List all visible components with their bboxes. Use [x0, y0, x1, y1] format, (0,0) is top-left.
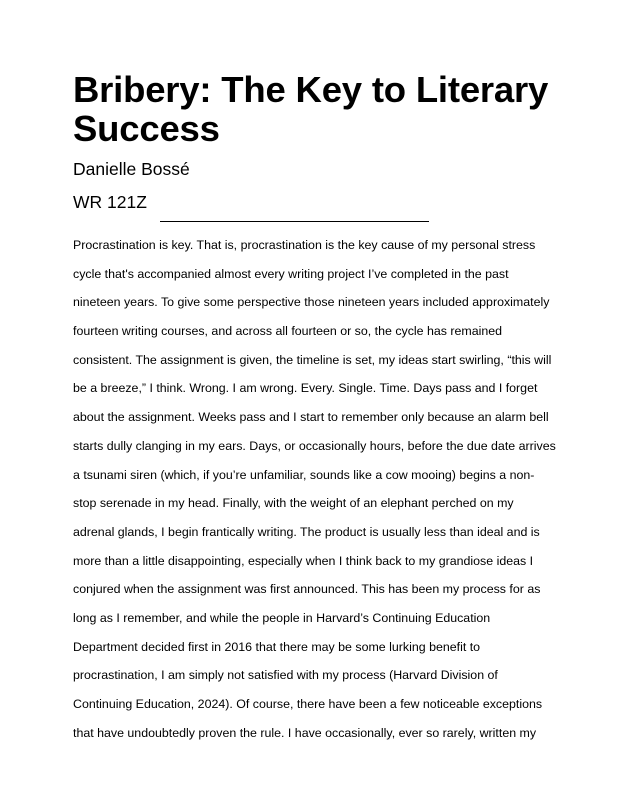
body-line: consistent. The assignment is given, the timeline is set, my ideas start swirling, “this will: [73, 352, 552, 367]
body-line: Procrastination is key. That is, procrastination is the key cause of my personal stress: [73, 238, 536, 252]
body-line: fourteen writing courses, and across all fourteen or so, the cycle has remained: [73, 324, 503, 339]
author-name: Danielle Bossé: [73, 159, 190, 179]
body-line: conjured when the assignment was first announced. This has been my process for as: [73, 582, 541, 597]
body-line: stop serenade in my head. Finally, with the weight of an elephant perched on my: [73, 496, 514, 511]
body-line: cycle that's accompanied almost every writing project I’ve completed in the past: [73, 266, 509, 281]
body-line: more than a little disappointing, especially when I think back to my grandiose ideas I: [73, 553, 534, 568]
body-line: starts dully clanging in my ears. Days, or occasionally hours, before the due date arrives: [73, 438, 556, 453]
body-line: a tsunami siren (which, if you’re unfamiliar, sounds like a cow mooing) begins a non-: [73, 467, 535, 482]
body-line: about the assignment. Weeks pass and I start to remember only because an alarm bell: [73, 410, 549, 425]
body-line: nineteen years. To give some perspective those nineteen years included approximately: [73, 295, 550, 310]
course-code: WR 121Z: [73, 192, 147, 212]
body-line: Department decided first in 2016 that there may be some lurking benefit to: [73, 639, 481, 654]
body-line: long as I remember, and while the people in Harvard’s Continuing Education: [73, 610, 491, 625]
body-line: that have undoubtedly proven the rule. I have occasionally, ever so rarely, written my: [73, 725, 537, 740]
body-line: be a breeze,” I think. Wrong. I am wrong. Every. Single. Time. Days pass and I forget: [73, 381, 538, 396]
title-divider: [160, 221, 429, 222]
essay-body: [73, 235, 556, 751]
body-line: Continuing Education, 2024). Of course, there have been a few noticeable exceptions: [73, 697, 543, 711]
body-line: adrenal glands, I begin frantically writing. The product is usually less than ideal and is: [73, 524, 540, 539]
document-title: Bribery: The Key to Literary Success: [73, 69, 549, 149]
body-line: procrastination, I am simply not satisfied with my process (Harvard Division of: [73, 668, 498, 683]
